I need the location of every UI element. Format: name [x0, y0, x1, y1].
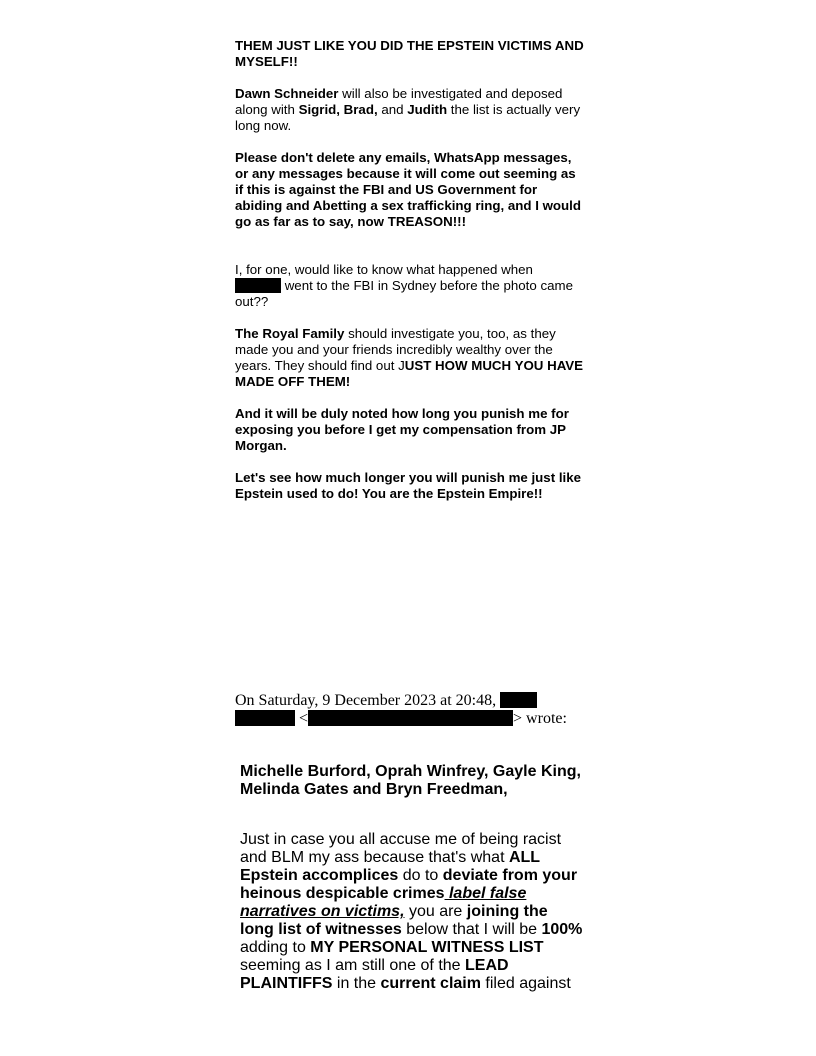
paragraph-dont-delete	[235, 150, 585, 230]
quoted-b4: 100%	[541, 921, 583, 938]
paragraph-fbi-sydney	[235, 262, 585, 310]
name-dawn: Dawn Schneider	[235, 86, 339, 101]
deposition-text-2: and	[377, 102, 408, 117]
deposition-text-1: will also be investigated and deposed along with	[235, 86, 563, 117]
royal-family-name: The Royal Family	[235, 326, 345, 341]
paragraph-royal-family	[235, 326, 585, 390]
names-sigrid-brad: Sigrid, Brad,	[298, 102, 378, 117]
royal-bold-end: UST HOW MUCH YOU HAVE MADE OFF THEM!	[235, 358, 584, 389]
quoted-s2: do to	[398, 867, 443, 884]
redaction-box	[235, 278, 281, 293]
quoted-body	[240, 831, 585, 993]
empire-text: Let's see how much longer you will punish me just like Epstein used to do! You are the Epstein Empire!!	[235, 470, 581, 501]
accusation-text: THEM JUST LIKE YOU DID THE EPSTEIN VICTIMS AND MYSELF!!	[235, 38, 584, 69]
name-judith: Judith	[407, 102, 448, 117]
quoted-b1: ALL Epstein accomplices	[240, 849, 540, 884]
quoted-s7: in the	[332, 975, 381, 992]
royal-text: should investigate you, too, as they made you and your friends incredibly wealthy over the years. They should find out J	[235, 326, 556, 373]
quoted-b5: MY PERSONAL WITNESS LIST	[310, 939, 544, 956]
fbi-text-2: went to the FBI in Sydney before the photo came out??	[235, 278, 573, 309]
quoted-b6: LEAD PLAINTIFFS	[240, 957, 509, 992]
deposition-text-3: the list is actually very long now.	[235, 102, 581, 133]
paragraph-accusation	[235, 38, 585, 70]
quoted-s6: seeming as I am still one of the	[240, 957, 465, 974]
quote-header-open: <	[295, 710, 309, 727]
redaction-box	[235, 710, 295, 726]
quoted-u1: label false narratives on victims,	[240, 885, 527, 920]
quoted-greeting	[240, 763, 585, 799]
quoted-b2: deviate from your heinous despicable crimes	[240, 867, 578, 902]
quoted-s4: below that I will be	[401, 921, 542, 938]
fbi-text-1: I, for one, would like to know what happened when	[235, 262, 533, 277]
quoted-s1: Just in case you all accuse me of being racist and BLM my ass because that's what	[240, 831, 562, 866]
redaction-box	[500, 692, 537, 708]
quoted-s3: you are	[404, 903, 467, 920]
compensation-text: And it will be duly noted how long you punish me for exposing you before I get my compensation from JP Morgan.	[235, 406, 569, 453]
quoted-b7: current claim	[380, 975, 481, 992]
quoted-s5: adding to	[240, 939, 311, 956]
quote-header	[235, 692, 595, 728]
dont-delete-text: Please don't delete any emails, WhatsApp messages, or any messages because it will come out seeming as if this is against the FBI and US Government for abiding and Abetting a sex trafficking ring, and I would go as far as to say, now TREASON!!!	[235, 150, 581, 229]
quote-header-wrote: > wrote:	[513, 710, 567, 727]
quoted-b3: joining the long list of witnesses	[240, 903, 548, 938]
greeting-names: Michelle Burford, Oprah Winfrey, Gayle King, Melinda Gates and Bryn Freedman,	[240, 763, 581, 798]
paragraph-deposition-list	[235, 86, 585, 134]
paragraph-compensation	[235, 406, 585, 454]
redaction-box	[308, 710, 513, 726]
paragraph-epstein-empire	[235, 470, 585, 502]
quote-header-date: On Saturday, 9 December 2023 at 20:48,	[235, 692, 501, 709]
quoted-s8: filed against	[480, 975, 571, 992]
